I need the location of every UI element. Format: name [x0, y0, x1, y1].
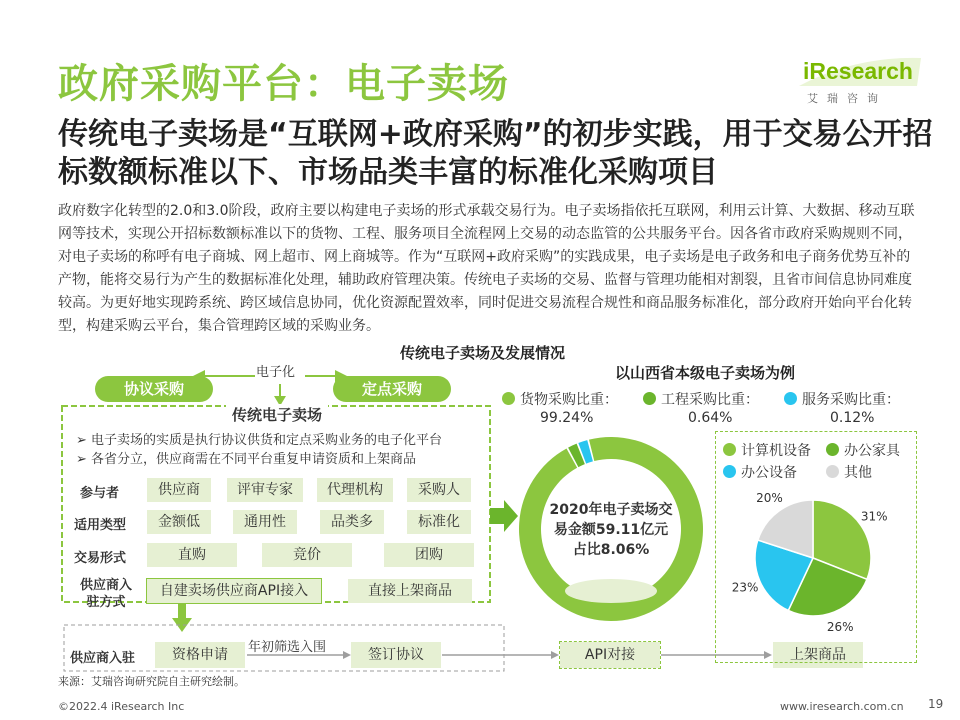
- tag-expert: 评审专家: [227, 478, 303, 502]
- tag-bidding: 竞价: [262, 543, 352, 567]
- tag-supplier: 供应商: [147, 478, 211, 502]
- flow-label: 供应商入驻: [70, 651, 136, 666]
- legend-computers: 计算机设备: [723, 440, 811, 460]
- tag-direct-purchase: 直购: [147, 543, 237, 567]
- row-label-entry-method: 供应商入驻方式: [79, 578, 132, 610]
- tag-standardized: 标准化: [407, 510, 471, 534]
- logo-cn-text: 艾瑞咨询: [807, 92, 887, 105]
- tag-agency: 代理机构: [317, 478, 393, 502]
- source-note: 来源：艾瑞咨询研究院自主研究绘制。: [58, 675, 245, 688]
- tag-many-categories: 品类多: [320, 510, 384, 534]
- bullet-item: ➢ 各省分立，供应商需在不同平台重复申请资质和上架商品: [76, 452, 417, 467]
- flow-arrow-icon: [551, 651, 559, 659]
- flow-step-listing: 上架商品: [773, 642, 863, 668]
- page-title: 政府采购平台：电子卖场: [58, 61, 509, 107]
- legend-engineering: 工程采购比重：: [643, 389, 759, 409]
- flow-step-api: API对接: [560, 642, 660, 668]
- service-dot-icon: [784, 392, 797, 405]
- pie-label-1: 31%: [860, 509, 888, 524]
- donut-center-text: 2020年电子卖场交 易金额59.11亿元 占比8.06%: [549, 502, 673, 558]
- pill-designated-purchase-label: 定点采购: [333, 376, 451, 402]
- legend-furniture: 办公家具: [826, 440, 900, 460]
- flow-arrow-icon: [343, 651, 351, 659]
- section-title: 传统电子卖场及发展情况: [400, 344, 566, 362]
- row-label-participants: 参与者: [80, 486, 120, 501]
- bullet-list: [76, 431, 442, 469]
- legend-service-value: 0.12%: [830, 410, 875, 426]
- legend-goods-value: 99.24%: [540, 410, 594, 426]
- computers-dot-icon: [723, 443, 736, 456]
- legend-service: 服务采购比重：: [784, 389, 900, 409]
- bullet-arrow-icon: ➢: [76, 433, 92, 448]
- bullet-arrow-icon: ➢: [76, 452, 92, 467]
- legend-other: 其他: [826, 462, 872, 482]
- page-subtitle: 传统电子卖场是“互联网+政府采购”的初步实践，用于交易公开招标数额标准以下、市场品类丰富的标准化采购项目: [58, 117, 933, 190]
- goods-dot-icon: [502, 392, 515, 405]
- copyright: ©2022.4 iResearch Inc: [58, 700, 185, 713]
- pie-label-2: 26%: [826, 619, 854, 634]
- legend-office-equipment: 办公设备: [723, 462, 797, 482]
- tag-direct-listing: 直接上架商品: [348, 579, 472, 603]
- page-number: 19: [928, 697, 944, 711]
- logo-text: iResearch: [803, 58, 913, 84]
- donut-inner-shadow: [565, 579, 657, 603]
- iresearch-logo: [795, 52, 925, 108]
- engineering-dot-icon: [643, 392, 656, 405]
- legend-engineering-value: 0.64%: [688, 410, 733, 426]
- flow-arrows: [245, 640, 785, 670]
- tag-purchaser: 采购人: [407, 478, 471, 502]
- entry-arrow-shaft: [178, 602, 186, 620]
- body-paragraph: 政府数字化转型的2.0和3.0阶段，政府主要以构建电子卖场的形式承载交易行为。电子卖场指依托互联网，利用云计算、大数据、移动互联网等技术，实现公开招标数额标准以下的货物、工程、服务项目全流程网上交易的动态监管的公共服务平台。因各省市政府采购规则不同，对电子卖场的称呼有电子商城、网上超市、网上商城等。作为“互联网+政府采购”的实践成果，电子卖场是电子政务和电子商务优势互补的产物，能将交易行为产生的数据标准化处理，辅助政府管理决策。传统电子卖场的交易、监督与管理功能相对割裂，且省市间信息协同难度较高。为更好地实现跨系统、跨区域信息协同，优化资源配置效率，同时促进交易流程合规性和商品服务标准化，部分政府开始向平台化转型，构建采购云平台，集合管理跨区域的采购业务。: [58, 203, 915, 334]
- other-dot-icon: [826, 465, 839, 478]
- pie-label-3: 23%: [731, 580, 759, 595]
- flow-step-agreement: 签订协议: [351, 642, 441, 668]
- right-title: 以山西省本级电子卖场为例: [615, 364, 796, 382]
- furniture-dot-icon: [826, 443, 839, 456]
- flow-step-qualification: 资格申请: [155, 642, 245, 668]
- mall-box-title: 传统电子卖场: [226, 404, 328, 425]
- website-link[interactable]: www.iresearch.com.cn: [780, 700, 904, 713]
- tag-low-amount: 金额低: [147, 510, 211, 534]
- entry-arrow-icon: [172, 618, 192, 632]
- legend-goods: 货物采购比重：: [502, 389, 618, 409]
- tag-self-built-api: 自建卖场供应商API接入: [147, 579, 321, 603]
- tag-group-buying: 团购: [384, 543, 474, 567]
- row-label-trade-forms: 交易形式: [74, 551, 127, 566]
- row-label-types: 适用类型: [74, 518, 127, 533]
- office-equipment-dot-icon: [723, 465, 736, 478]
- tag-generic: 通用性: [233, 510, 297, 534]
- pie-label-4: 20%: [756, 491, 783, 506]
- pill-agreement-purchase-label: 协议采购: [95, 376, 213, 402]
- flow-arrow-label: 年初筛选入围: [248, 640, 327, 655]
- bullet-item: ➢ 电子卖场的实质是执行协议供货和定点采购业务的电子化平台: [76, 433, 443, 448]
- digitization-label: 电子化: [256, 365, 296, 380]
- pie-chart: [715, 480, 915, 660]
